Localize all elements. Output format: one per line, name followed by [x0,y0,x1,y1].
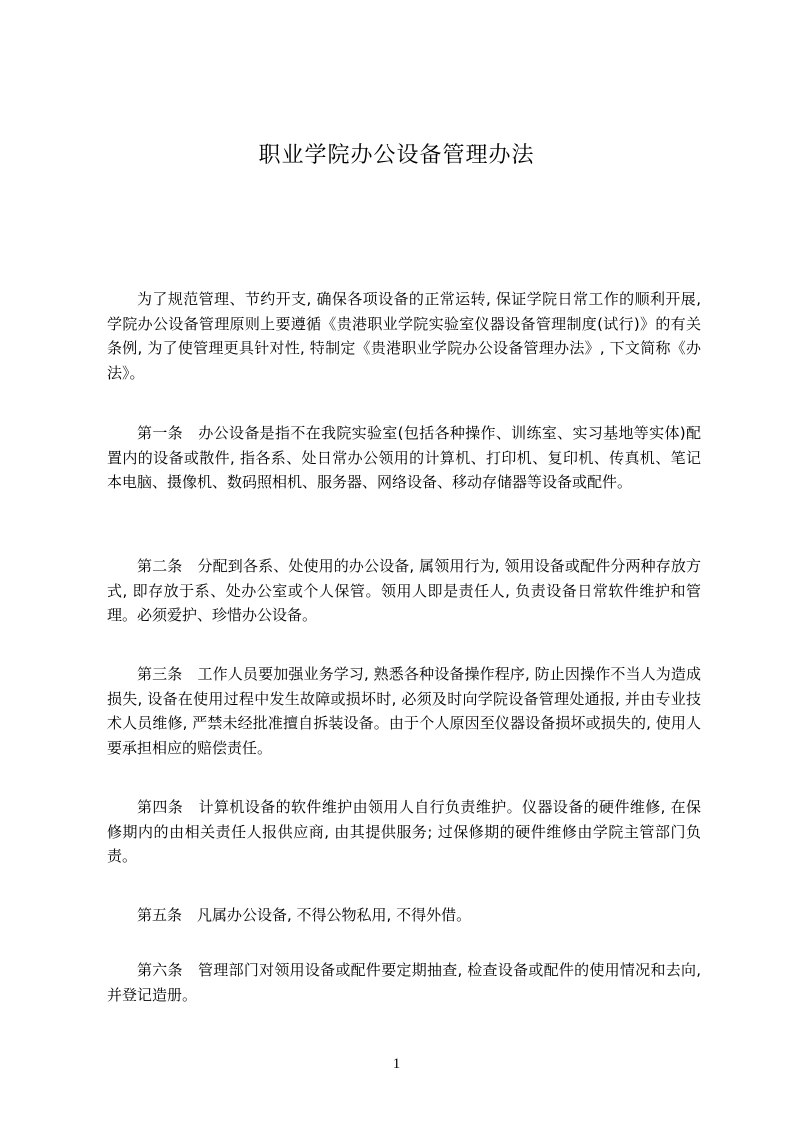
article-5-paragraph: 第五条 凡属办公设备, 不得公物私用, 不得外借。 [137,906,472,924]
article-3-paragraph: 第三条 工作人员要加强业务学习, 熟悉各种设备操作程序, 防止因操作不当人为造成损失, 设备在使用过程中发生故障或损坏时, 必须及时向学院设备管理处通报, 并由专业技术人员维修, 严禁未经批准擅自拆装设备。由于个人原因至仪器设备损坏或损失的, 使用人要承担相应的赔偿责任。 [107,665,701,757]
article-6-paragraph: 第六条 管理部门对领用设备或配件要定期抽查, 检查设备或配件的使用情况和去向, 并登记造册。 [107,961,701,1004]
intro-paragraph: 为了规范管理、节约开支, 确保各项设备的正常运转, 保证学院日常工作的顺利开展, 学院办公设备管理原则上要遵循《贵港职业学院实验室仪器设备管理制度(试行)》的有关条例, 为了使管理更具针对性, 特制定《贵港职业学院办公设备管理办法》, 下文简称《办法》。 [107,290,701,382]
document-title: 职业学院办公设备管理办法 [258,143,535,168]
article-1-paragraph: 第一条 办公设备是指不在我院实验室(包括各种操作、训练室、实习基地等实体)配置内的设备或散件, 指各系、处日常办公领用的计算机、打印机、复印机、传真机、笔记本电脑、摄像机、数码照相机、服务器、网络设备、移动存储器等设备或配件。 [107,424,701,491]
page-number: 1 [392,1056,401,1072]
article-2-paragraph: 第二条 分配到各系、处使用的办公设备, 属领用行为, 领用设备或配件分两种存放方式, 即存放于系、处办公室或个人保管。领用人即是责任人, 负责设备日常软件维护和管理。必须爱护、珍惜办公设备。 [107,557,701,624]
article-4-paragraph: 第四条 计算机设备的软件维护由领用人自行负责维护。仪器设备的硬件维修, 在保修期内的由相关责任人报供应商, 由其提供服务; 过保修期的硬件维修由学院主管部门负责。 [107,798,701,865]
